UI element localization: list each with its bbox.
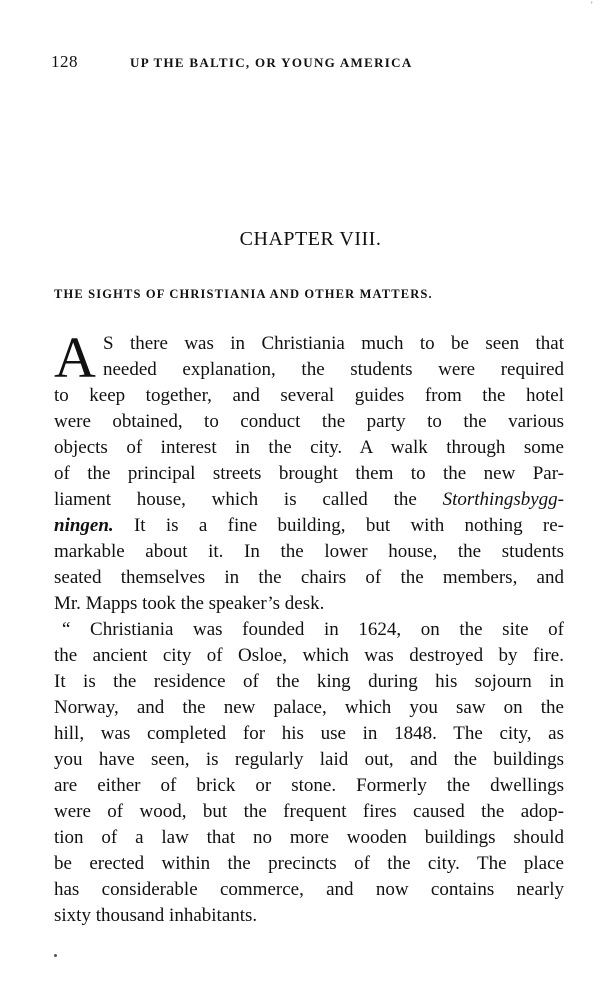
page-number: 128 xyxy=(51,52,78,71)
text-line: seated themselves in the chairs of the members, and xyxy=(54,567,564,588)
text-line: Mr. Mapps took the speaker’s desk. xyxy=(54,593,325,614)
text-line: were obtained, to conduct the party to the various xyxy=(54,411,564,432)
italic-term: Storthingsbygg- xyxy=(442,489,564,510)
text-line: sixty thousand inhabitants. xyxy=(54,905,258,926)
chapter-title: CHAPTER VIII. xyxy=(239,228,382,250)
ink-speck xyxy=(54,954,57,957)
chapter-subtitle: THE SIGHTS OF CHRISTIANIA AND OTHER MATTERS. xyxy=(54,287,433,301)
text-line: tion of a law that no more wooden buildings should xyxy=(54,827,564,848)
text-line xyxy=(54,487,564,513)
text-segment: liament house, which is called the xyxy=(54,489,443,510)
text-line: are either of brick or stone. Formerly the dwellings xyxy=(54,775,564,796)
text-line: hill, was completed for his use in 1848. The city, as xyxy=(54,723,564,744)
italic-term: ningen. xyxy=(54,515,114,536)
text-line xyxy=(54,513,564,539)
corner-mark: ' xyxy=(591,0,593,10)
text-line: of the principal streets brought them to the new Par- xyxy=(54,463,564,484)
text-line: It is the residence of the king during his sojourn in xyxy=(54,671,564,692)
text-line: needed explanation, the students were required xyxy=(103,359,564,380)
running-head: UP THE BALTIC, OR YOUNG AMERICA xyxy=(130,55,413,70)
text-line: “ Christiania was founded in 1624, on the site of xyxy=(62,619,564,640)
text-line: you have seen, is regularly laid out, and the buildings xyxy=(54,749,564,770)
text-line: be erected within the precincts of the city. The place xyxy=(54,853,564,874)
text-line: Norway, and the new palace, which you saw on the xyxy=(54,697,564,718)
text-segment: It is a fine building, but with nothing re- xyxy=(113,515,564,536)
text-line: were of wood, but the frequent fires caused the adop- xyxy=(54,801,564,822)
text-line: S there was in Christiania much to be seen that xyxy=(103,333,564,354)
text-line: markable about it. In the lower house, the students xyxy=(54,541,564,562)
text-line: the ancient city of Osloe, which was destroyed by fire. xyxy=(54,645,564,666)
text-line: objects of interest in the city. A walk through some xyxy=(54,437,564,458)
text-line: to keep together, and several guides from the hotel xyxy=(54,385,564,406)
drop-cap: A xyxy=(54,325,96,390)
body-text xyxy=(54,325,564,929)
text-line: has considerable commerce, and now contains nearly xyxy=(54,879,564,900)
